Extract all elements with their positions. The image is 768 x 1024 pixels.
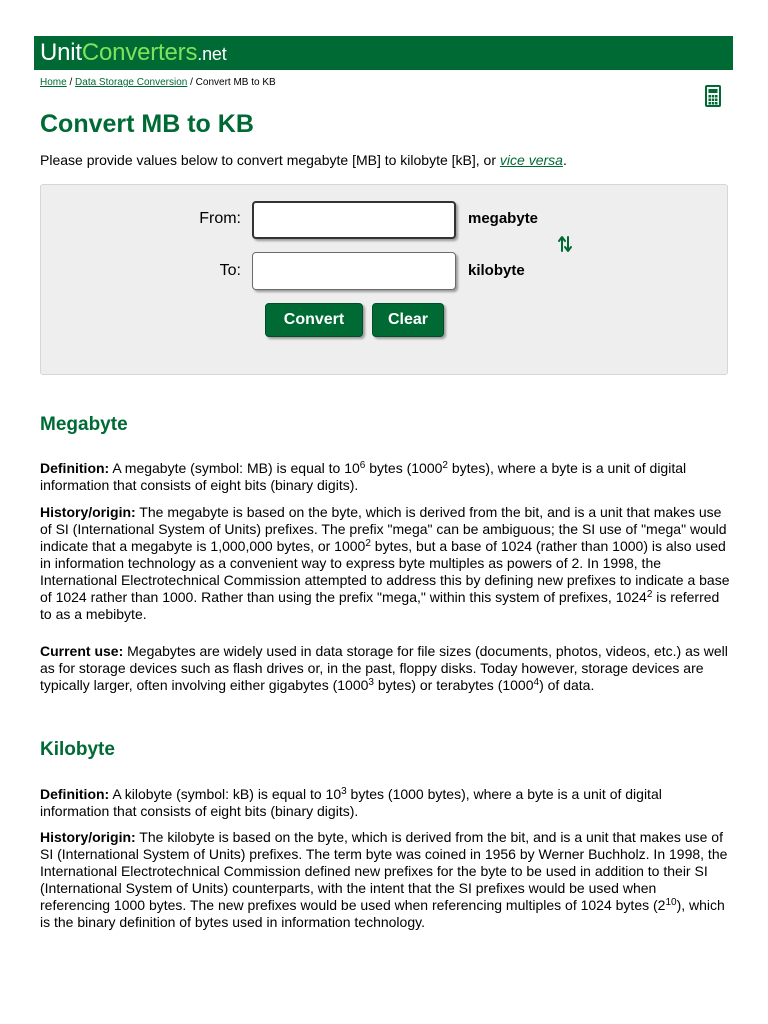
kilobyte-history [40, 829, 730, 931]
site-header [34, 36, 733, 70]
text-fragment: bytes (1000 [365, 460, 443, 476]
superscript: 2 [365, 538, 371, 549]
to-unit: kilobyte [468, 262, 525, 279]
definition-label: Definition: [40, 786, 110, 802]
text-fragment: bytes (1000 bytes), where a byte is a unit of digital information that consists of eight bits (binary digits). [40, 786, 662, 819]
intro-sentence: Please provide values below to convert megabyte [MB] to kilobyte [kB], or [40, 152, 500, 168]
megabyte-definition [40, 460, 730, 494]
converter-panel [40, 184, 728, 375]
text-fragment: bytes), where a byte is a unit of digital information that consists of eight bits (binary digits). [40, 460, 687, 493]
megabyte-heading: Megabyte [40, 414, 128, 435]
kilobyte-definition [40, 786, 730, 820]
superscript: 10 [665, 897, 677, 908]
convert-button[interactable]: Convert [265, 303, 363, 337]
page-title: Convert MB to KB [40, 110, 254, 138]
intro-text [40, 152, 567, 168]
to-label: To: [219, 262, 241, 279]
breadcrumb-current: Convert MB to KB [195, 77, 276, 88]
vice-versa-link[interactable]: vice versa [499, 152, 563, 168]
breadcrumb [40, 77, 276, 88]
text-fragment: A kilobyte (symbol: kB) is equal to 10 [109, 786, 342, 802]
current-use-label: Current use: [40, 643, 124, 659]
clear-button[interactable]: Clear [372, 303, 444, 337]
definition-label: Definition: [40, 460, 110, 476]
text-fragment: The megabyte is based on the byte, which is derived from the bit, and is a unit that makes use of SI (International System of Units) prefixes. The prefix "mega" can be ambiguous; the SI use of "mega" would indicate that a megabyte is 1,000,000 bytes, or 1000 [40, 504, 727, 554]
superscript: 4 [533, 677, 540, 688]
logo-net: .net [197, 44, 227, 64]
to-input[interactable] [252, 252, 456, 290]
kilobyte-heading: Kilobyte [40, 739, 115, 760]
text-fragment: is referred to as a mebibyte. [40, 589, 720, 622]
megabyte-history [40, 504, 730, 623]
superscript: 2 [442, 460, 448, 471]
megabyte-current-use [40, 643, 730, 694]
text-fragment: Megabytes are widely used in data storage for file sizes (documents, photos, videos, etc.) as well as for storage devices such as flash drives or, in the past, floppy disks. Today however, storage devices are typically larger, often involving either gigabytes (1000 [40, 643, 728, 693]
superscript: 3 [341, 786, 347, 797]
superscript: 3 [368, 677, 374, 688]
superscript: 6 [359, 460, 366, 471]
from-input[interactable] [252, 201, 456, 239]
text-fragment: ), which is the binary definition of bytes used in information technology. [40, 897, 725, 930]
intro-end: . [562, 152, 567, 168]
breadcrumb-home-link[interactable]: Home [40, 77, 67, 88]
logo-converters: Converters [81, 39, 198, 66]
text-fragment: A megabyte (symbol: MB) is equal to 10 [109, 460, 360, 476]
superscript: 2 [646, 589, 653, 600]
from-unit: megabyte [468, 210, 539, 227]
from-label: From: [199, 210, 241, 227]
history-label: History/origin: [40, 829, 136, 845]
text-fragment: bytes) or terabytes (1000 [373, 677, 534, 693]
history-label: History/origin: [40, 504, 136, 520]
text-fragment: ) of data. [539, 677, 595, 693]
breadcrumb-category-link[interactable]: Data Storage Conversion [75, 77, 188, 88]
swap-arrows-icon[interactable] [557, 234, 573, 254]
text-fragment: The kilobyte is based on the byte, which is derived from the bit, and is a unit that makes use of SI (International System of Units) prefixes. The term byte was coined in 1956 by Werner Buchholz. In 1998, the International Electrotechnical Commission defined new prefixes for the byte to be used in addition to their SI (International System of Units) counterparts, with the intent that the SI prefixes would be used when referencing 1000 bytes. The new prefixes would be used when referencing multiples of 1024 bytes (2 [40, 829, 728, 913]
calculator-icon[interactable] [705, 85, 721, 107]
site-logo[interactable] [40, 39, 227, 66]
breadcrumb-separator: / [187, 77, 196, 88]
logo-unit: Unit [40, 39, 82, 66]
text-fragment: bytes, but a base of 1024 (rather than 1000) is also used in information technology as a convenient way to express byte multiples as powers of 2. In 1998, the International Electrotechnical Commission attempted to address this by defining new prefixes to indicate a base of 1024 rather than 1000. Rather than using the prefix "mega," within this system of prefixes, 1024 [40, 538, 730, 605]
breadcrumb-separator: / [66, 77, 76, 88]
